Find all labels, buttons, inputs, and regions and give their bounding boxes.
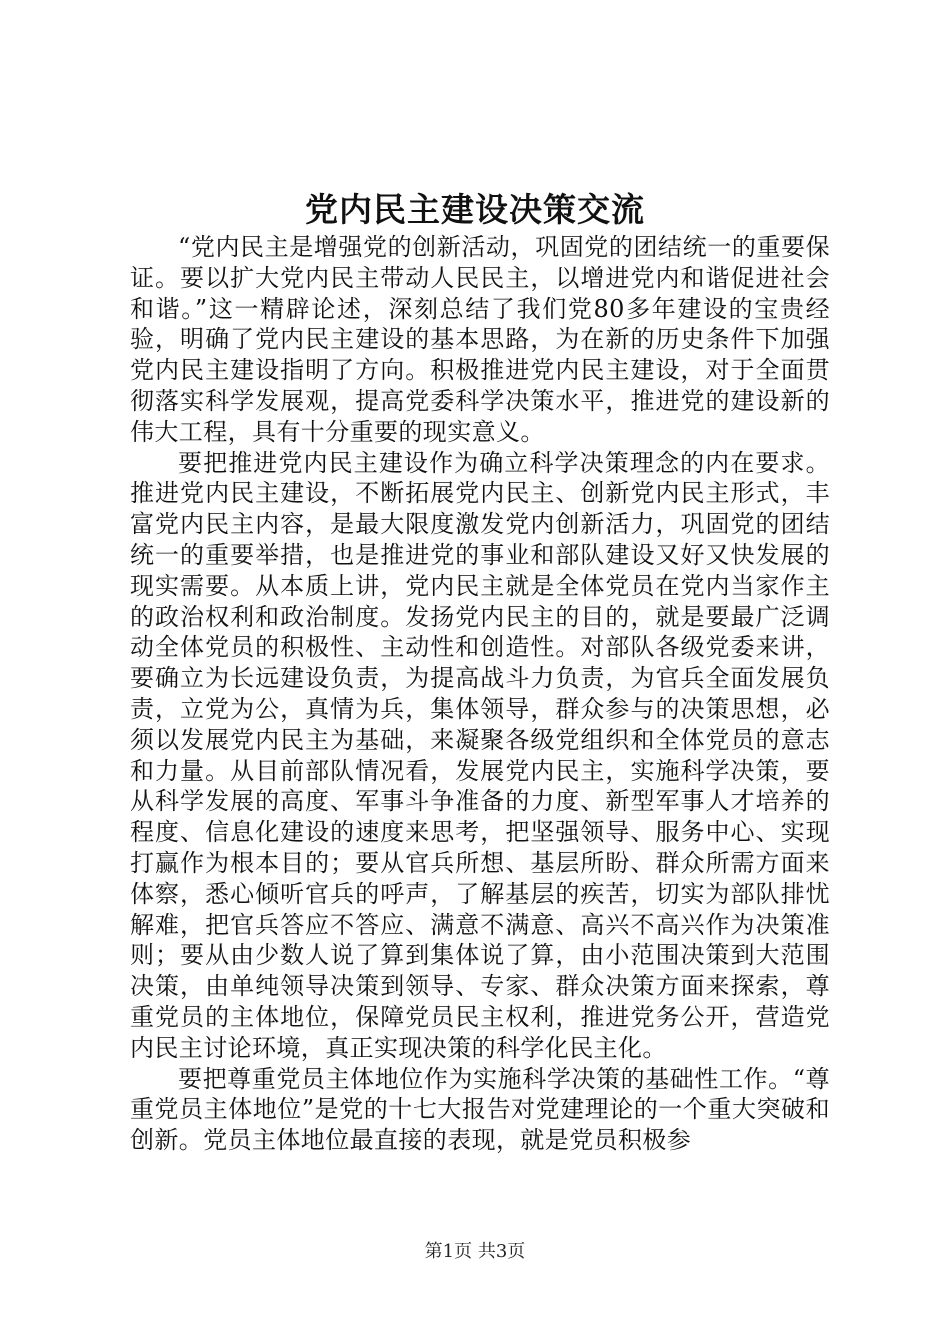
paragraph-3: 要把尊重党员主体地位作为实施科学决策的基础性工作。“尊重党员主体地位”是党的十七大报告对党建理论的一个重大突破和创新。党员主体地位最直接的表现，就是党员积极参 <box>130 1064 830 1155</box>
page-footer <box>0 1240 950 1264</box>
paragraph-1: “党内民主是增强党的创新活动，巩固党的团结统一的重要保证。要以扩大党内民主带动人民民主，以增进党内和谐促进社会和谐。”这一精辟论述，深刻总结了我们党80多年建设的宝贵经验，明确了党内民主建设的基本思路，为在新的历史条件下加强党内民主建设指明了方向。积极推进党内民主建设，对于全面贯彻落实科学发展观，提高党委科学决策水平，推进党的建设新的伟大工程，具有十分重要的现实意义。 <box>130 233 830 446</box>
document-body <box>130 232 830 1156</box>
paragraph-2: 要把推进党内民主建设作为确立科学决策理念的内在要求。推进党内民主建设，不断拓展党内民主、创新党内民主形式，丰富党内民主内容，是最大限度激发党内创新活力，巩固党的团结统一的重要举措，也是推进党的事业和部队建设又好又快发展的现实需要。从本质上讲，党内民主就是全体党员在党内当家作主的政治权利和政治制度。发扬党内民主的目的，就是要最广泛调动全体党员的积极性、主动性和创造性。对部队各级党委来讲，要确立为长远建设负责，为提高战斗力负责，为官兵全面发展负责，立党为公，真情为兵，集体领导，群众参与的决策思想，必须以发展党内民主为基础，来凝聚各级党组织和全体党员的意志和力量。从目前部队情况看，发展党内民主，实施科学决策，要从科学发展的高度、军事斗争准备的力度、新型军事人才培养的程度、信息化建设的速度来思考，把坚强领导、服务中心、实现打赢作为根本目的；要从官兵所想、基层所盼、群众所需方面来体察，悉心倾听官兵的呼声，了解基层的疾苦，切实为部队排忧解难，把官兵答应不答应、满意不满意、高兴不高兴作为决策准则；要从由少数人说了算到集体说了算，由小范围决策到大范围决策，由单纯领导决策到领导、专家、群众决策方面来探索，尊重党员的主体地位，保障党员民主权利，推进党务公开，营造党内民主讨论环境，真正实现决策的科学化民主化。 <box>130 448 830 1062</box>
page-number-indicator: 第1页 共3页 <box>424 1241 526 1262</box>
document-title: 党内民主建设决策交流 <box>305 190 645 229</box>
